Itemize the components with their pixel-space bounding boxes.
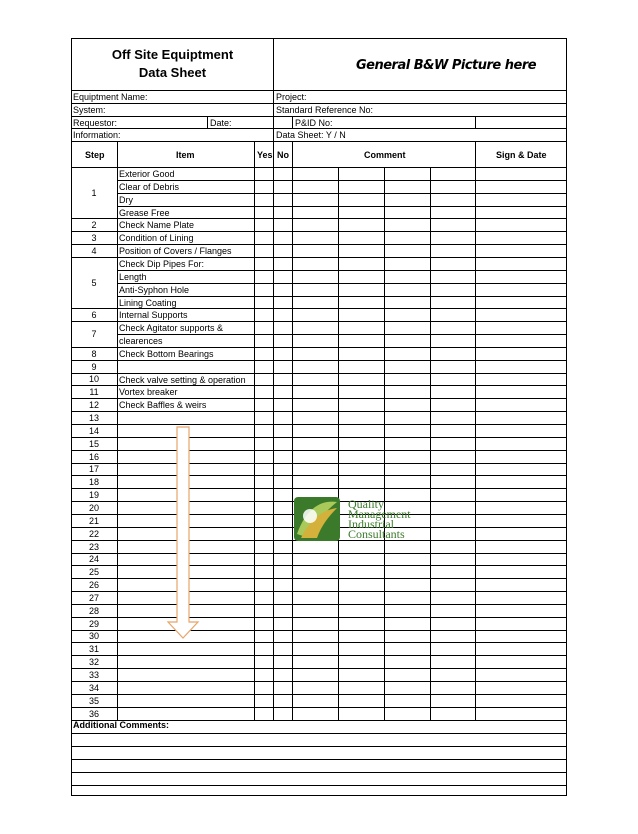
picture-placeholder: General B&W Picture here	[356, 58, 537, 73]
title-line-2: Data Sheet	[138, 65, 207, 80]
step-number: 12	[88, 399, 99, 410]
comment-line	[71, 772, 566, 773]
checklist-item: Position of Covers / Flanges	[119, 246, 232, 256]
step-number: 7	[91, 329, 97, 339]
step-number: 3	[91, 232, 97, 243]
system-label: System:	[73, 105, 106, 115]
grid-line	[71, 437, 566, 438]
step-number: 9	[91, 361, 97, 372]
step-number: 36	[88, 708, 99, 719]
comment-line	[71, 759, 566, 760]
logo-text-line-3: Industrial	[348, 517, 394, 531]
checklist-item: Internal Supports	[119, 310, 188, 320]
grid-line	[71, 707, 566, 708]
col-header-comment: Comment	[364, 150, 406, 160]
header-bottom-line	[71, 90, 566, 91]
step-number: 21	[88, 515, 99, 526]
step-number: 29	[88, 618, 99, 629]
company-logo-icon	[293, 496, 341, 542]
grid-line	[71, 604, 566, 605]
checklist-item: Condition of Lining	[119, 233, 194, 243]
checklist-item: clearences	[119, 336, 163, 346]
checklist-item: Clear of Debris	[119, 182, 180, 192]
grid-line	[117, 206, 566, 207]
col-header-step: Step	[85, 150, 105, 160]
grid-line	[71, 578, 566, 579]
step-number: 33	[88, 669, 99, 680]
grid-line	[384, 167, 385, 720]
col-header-yes: Yes	[257, 150, 273, 160]
comment-line	[71, 733, 566, 734]
grid-line	[71, 103, 566, 104]
grid-line	[292, 141, 293, 720]
step-number: 17	[88, 464, 99, 474]
data-sheet	[71, 38, 567, 796]
project-label: Project:	[276, 92, 307, 102]
step-number: 27	[88, 592, 99, 603]
down-arrow-icon	[165, 426, 201, 640]
grid-line	[71, 475, 566, 476]
checklist-item: Dry	[119, 195, 133, 205]
col-header-item: Item	[176, 150, 195, 160]
step-number: 18	[88, 476, 99, 487]
grid-line	[71, 411, 566, 412]
standard-reference-label: Standard Reference No:	[276, 105, 374, 115]
grid-line	[292, 116, 293, 128]
checklist-item: Check valve setting & operation	[119, 375, 246, 385]
step-number: 1	[91, 187, 97, 198]
step-number: 34	[88, 682, 99, 693]
information-label: Information:	[73, 130, 121, 140]
step-number: 15	[88, 438, 99, 449]
grid-line	[71, 668, 566, 669]
checklist-item: Check Dip Pipes For:	[119, 259, 205, 269]
grid-line	[71, 642, 566, 643]
checklist-item: Lining Coating	[119, 298, 177, 308]
logo-text-line-1: Quality	[348, 497, 384, 511]
grid-line	[71, 655, 566, 656]
checklist-item: Length	[119, 272, 147, 282]
grid-line	[71, 553, 566, 554]
logo-text-line-4: Consultants	[348, 527, 405, 541]
grid-line	[71, 694, 566, 695]
grid-line	[430, 167, 431, 720]
step-number: 32	[88, 656, 99, 667]
title-line-1: Off Site Equiptment	[111, 47, 234, 62]
step-number: 24	[88, 554, 99, 564]
grid-line	[117, 193, 566, 194]
checklist-item: Check Baffles & weirs	[119, 400, 207, 410]
step-number: 19	[88, 489, 99, 500]
step-number: 30	[88, 631, 99, 641]
grid-line	[273, 141, 274, 720]
grid-line	[71, 463, 566, 464]
grid-line	[71, 565, 566, 566]
grid-line	[71, 591, 566, 592]
equipment-name-label: Equiptment Name:	[73, 92, 148, 102]
grid-line	[71, 424, 566, 425]
step-number: 4	[91, 245, 97, 256]
logo-text-line-2: Management	[348, 507, 411, 521]
checklist-item: Grease Free	[119, 208, 170, 218]
step-number: 6	[91, 309, 97, 320]
step-number: 31	[88, 643, 99, 654]
step-number: 10	[88, 374, 99, 384]
info-bottom-line	[71, 141, 566, 142]
grid-line	[71, 116, 566, 117]
grid-line	[117, 141, 118, 720]
sheet-title	[72, 46, 273, 82]
col-header-sign-date: Sign & Date	[496, 150, 547, 160]
step-number: 11	[89, 386, 99, 397]
grid-line	[117, 296, 566, 297]
checklist-item: Check Name Plate	[119, 220, 195, 230]
requestor-label: Requestor:	[73, 118, 118, 128]
grid-line	[71, 450, 566, 451]
grid-line	[117, 270, 566, 271]
grid-line	[71, 128, 566, 129]
grid-line	[71, 360, 566, 361]
grid-line	[338, 167, 339, 720]
grid-line	[117, 334, 566, 335]
step-number: 8	[91, 348, 97, 359]
step-number: 23	[88, 541, 99, 552]
data-sheet-label: Data Sheet: Y / N	[276, 130, 346, 140]
checklist-item: Check Agitator supports &	[119, 323, 224, 333]
step-number: 5	[91, 277, 97, 288]
grid-line	[117, 180, 566, 181]
grid-line	[71, 681, 566, 682]
step-number: 16	[88, 451, 99, 462]
checklist-item: Exterior Good	[119, 169, 175, 179]
pid-no-label: P&ID No:	[295, 118, 333, 128]
col-header-no: No	[277, 150, 289, 160]
step-number: 26	[88, 579, 99, 590]
grid-line	[254, 141, 255, 720]
comment-line	[71, 746, 566, 747]
checklist-item: Vortex breaker	[119, 387, 178, 397]
grid-line	[475, 141, 476, 720]
grid-line	[71, 617, 566, 618]
comment-line	[71, 785, 566, 786]
checklist-item: Check Bottom Bearings	[119, 349, 214, 359]
step-number: 22	[88, 528, 99, 539]
step-number: 14	[88, 425, 99, 436]
step-number: 28	[88, 605, 99, 616]
step-number: 20	[88, 502, 99, 513]
grid-line	[475, 116, 476, 128]
grid-line	[71, 488, 566, 489]
checklist-item: Anti-Syphon Hole	[119, 285, 190, 295]
step-number: 25	[88, 566, 99, 577]
grid-line	[207, 116, 208, 128]
date-label: Date:	[210, 118, 232, 128]
grid-line	[71, 630, 566, 631]
additional-comments-label: Additional Comments:	[73, 720, 169, 730]
step-number: 35	[88, 695, 99, 706]
step-number: 2	[91, 219, 97, 230]
step-number: 13	[88, 412, 99, 423]
